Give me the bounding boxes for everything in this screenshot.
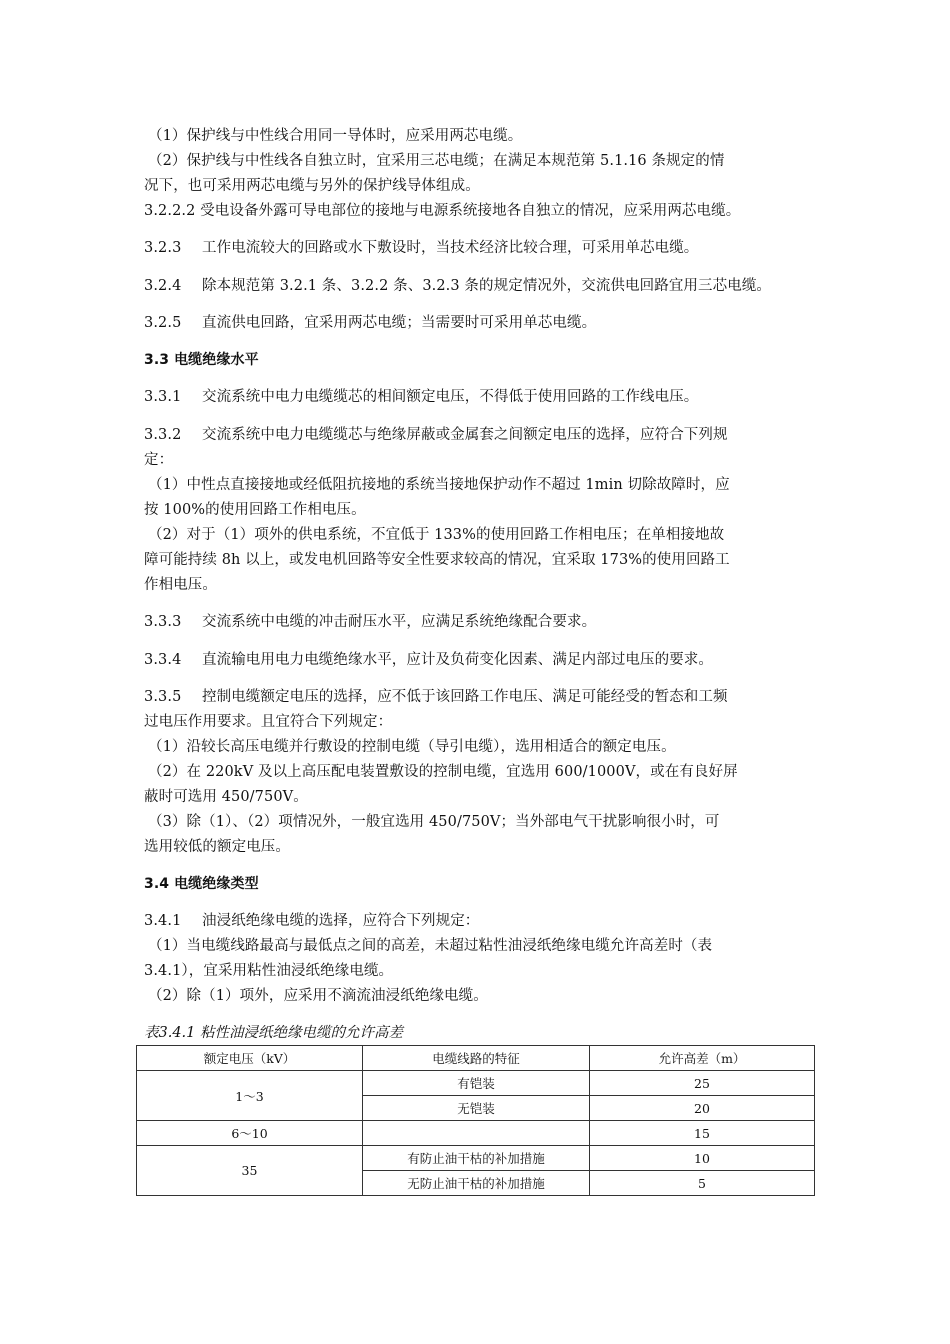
paragraph-line: 定：: [144, 452, 174, 468]
paragraph-line: （1）中性点直接接地或经低阻抗接地的系统当接地保护动作不超过 1min 切除故障时，应: [148, 477, 730, 493]
clause-number: 3.2.3: [144, 240, 182, 256]
height-cell: 25: [590, 1071, 815, 1096]
clause-text: 控制电缆额定电压的选择，应不低于该回路工作电压、满足可能经受的暂态和工频: [202, 689, 728, 705]
paragraph-line: 作相电压。: [144, 577, 217, 593]
height-cell: 5: [590, 1171, 815, 1196]
clause: [144, 424, 728, 446]
table-row: [137, 1121, 815, 1146]
paragraph-line: （2）在 220kV 及以上高压配电装置敷设的控制电缆，宜选用 600/1000V，或在有良好屏: [148, 764, 738, 780]
paragraph-line: （1）当电缆线路最高与最低点之间的高差，未超过粘性油浸纸绝缘电缆允许高差时（表: [148, 938, 713, 954]
height-cell: 20: [590, 1096, 815, 1121]
paragraph-line: （2）除（1）项外，应采用不滴流油浸纸绝缘电缆。: [148, 988, 488, 1004]
clause-text: 直流输电用电力电缆绝缘水平，应计及负荷变化因素、满足内部过电压的要求。: [202, 652, 713, 668]
height-cell: 15: [590, 1121, 815, 1146]
column-header: 允许高差（m）: [590, 1046, 815, 1071]
section-heading: 3.4 电缆绝缘类型: [144, 876, 259, 892]
clause-text: 油浸纸绝缘电缆的选择，应符合下列规定：: [202, 913, 480, 929]
paragraph-line: （1）沿较长高压电缆并行敷设的控制电缆（导引电缆），选用相适合的额定电压。: [148, 739, 676, 755]
clause: [144, 611, 596, 633]
paragraph-line: 况下，也可采用两芯电缆与另外的保护线导体组成。: [144, 178, 480, 194]
clause-number: 3.3.3: [144, 614, 182, 630]
clause: [144, 312, 596, 334]
paragraph-line: 3.4.1），宜采用粘性油浸纸绝缘电缆。: [144, 963, 394, 979]
clause-number: 3.3.2: [144, 427, 182, 443]
clause: [144, 275, 771, 297]
height-cell: 10: [590, 1146, 815, 1171]
clause-number: 3.2.5: [144, 315, 182, 331]
feature-cell: 无防止油干枯的补加措施: [363, 1171, 590, 1196]
table-row: [137, 1071, 815, 1096]
clause: [144, 910, 479, 932]
voltage-cell: 1～3: [137, 1071, 363, 1121]
clause: [144, 686, 728, 708]
paragraph-line: （2）保护线与中性线各自独立时，宜采用三芯电缆；在满足本规范第 5.1.16 条规定的情: [148, 153, 725, 169]
clause: [144, 649, 713, 671]
clause-text: 直流供电回路，宜采用两芯电缆；当需要时可采用单芯电缆。: [202, 315, 597, 331]
feature-cell: 无铠装: [363, 1096, 590, 1121]
feature-cell: 有铠装: [363, 1071, 590, 1096]
paragraph-line: 按 100%的使用回路工作相电压。: [144, 502, 366, 518]
clause-number: 3.3.1: [144, 389, 182, 405]
clause-text: 交流系统中电力电缆缆芯的相间额定电压，不得低于使用回路的工作线电压。: [202, 389, 699, 405]
clause-text: 交流系统中电力电缆缆芯与绝缘屏蔽或金属套之间额定电压的选择，应符合下列规: [202, 427, 728, 443]
clause-number: 3.3.4: [144, 652, 182, 668]
table-row: [137, 1146, 815, 1171]
feature-cell: [363, 1121, 590, 1146]
paragraph-line: 选用较低的额定电压。: [144, 839, 290, 855]
paragraph-line: 过电压作用要求。且宜符合下列规定：: [144, 714, 393, 730]
voltage-cell: 35: [137, 1146, 363, 1196]
paragraph-line: 蔽时可选用 450/750V。: [144, 789, 308, 805]
feature-cell: 有防止油干枯的补加措施: [363, 1146, 590, 1171]
paragraph-line: 障可能持续 8h 以上，或发电机回路等安全性要求较高的情况，宜采取 173%的使用回路工: [144, 552, 730, 568]
clause-text: 除本规范第 3.2.1 条、3.2.2 条、3.2.3 条的规定情况外，交流供电回路宜用三芯电缆。: [202, 278, 772, 294]
clause-number: 3.4.1: [144, 913, 182, 929]
table-caption: 表3.4.1 粘性油浸纸绝缘电缆的允许高差: [144, 1025, 404, 1041]
paragraph-line: （3）除（1）、（2）项情况外，一般宜选用 450/750V；当外部电气干扰影响很小时，可: [148, 814, 720, 830]
clause: [144, 237, 698, 259]
table-header-row: [137, 1046, 815, 1071]
column-header: 电缆线路的特征: [363, 1046, 590, 1071]
section-heading: 3.3 电缆绝缘水平: [144, 352, 259, 368]
clause: [144, 386, 698, 408]
paragraph-line: （2）对于（1）项外的供电系统，不宜低于 133%的使用回路工作相电压；在单相接地故: [148, 527, 725, 543]
voltage-cell: 6～10: [137, 1121, 363, 1146]
paragraph-line: 3.2.2.2 受电设备外露可导电部位的接地与电源系统接地各自独立的情况，应采用两芯电缆。: [144, 203, 741, 219]
clause-number: 3.2.4: [144, 278, 182, 294]
clause-text: 交流系统中电缆的冲击耐压水平，应满足系统绝缘配合要求。: [202, 614, 597, 630]
clause-number: 3.3.5: [144, 689, 182, 705]
paragraph-line: （1）保护线与中性线合用同一导体时，应采用两芯电缆。: [148, 128, 523, 144]
clause-text: 工作电流较大的回路或水下敷设时，当技术经济比较合理，可采用单芯电缆。: [202, 240, 699, 256]
allowable-height-difference-table: [136, 1045, 815, 1196]
column-header: 额定电压（kV）: [137, 1046, 363, 1071]
